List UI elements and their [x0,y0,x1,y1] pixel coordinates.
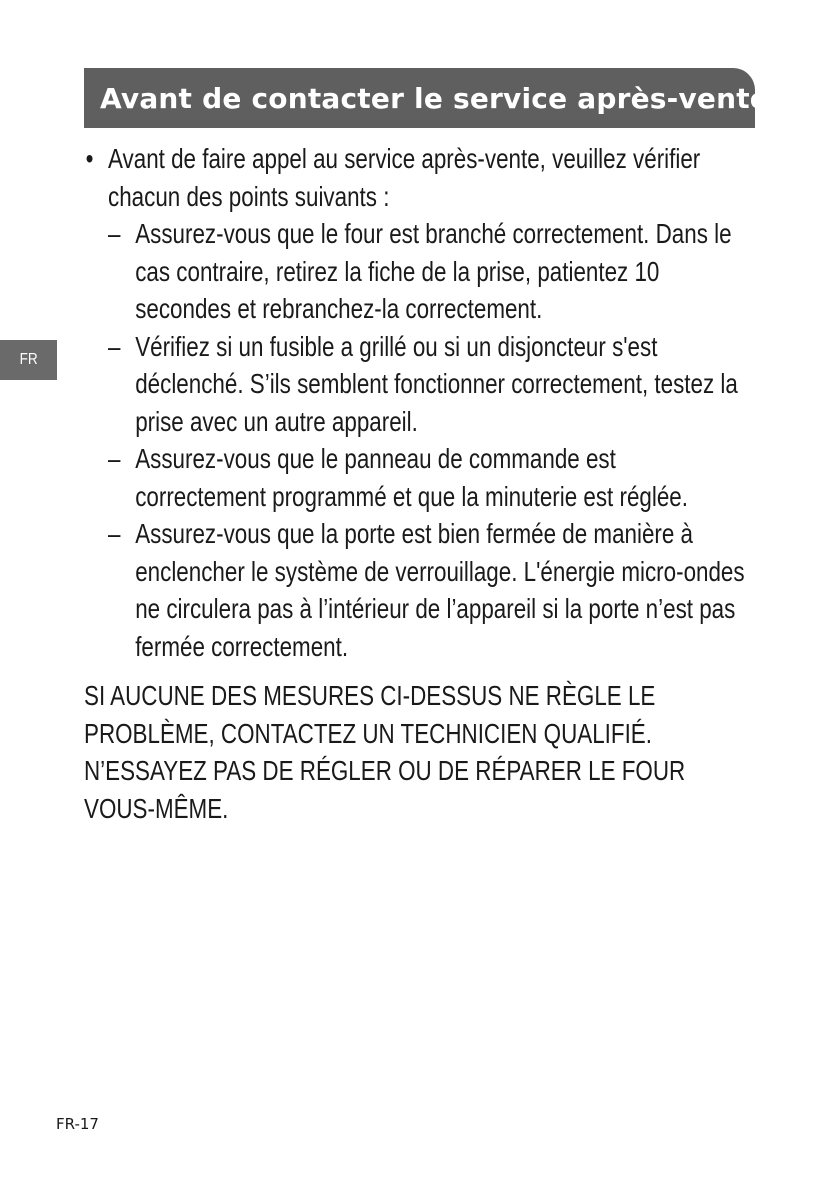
language-tab-label: FR [19,351,38,368]
check-item [108,515,748,665]
main-content [84,140,754,827]
check-item [108,215,748,328]
dash-marker: – [108,518,121,549]
intro-bullet [84,140,748,665]
section-header [84,68,770,128]
text-block [84,140,748,827]
page-number: FR-17 [56,1115,99,1133]
check-item-text: Assurez-vous que la porte est bien fermée de manière à enclencher le système de verrouillage. L'énergie micro-ondes ne circulera pas à l’intérieur de l’appareil si la porte n’est pas fermée correctement. [135,518,745,662]
bullet-marker: • [85,143,94,174]
check-item [108,440,748,515]
section-title: Avant de contacter le service après-vente [100,81,770,115]
check-item-text: Assurez-vous que le panneau de commande est correctement programmé et que la minuterie est réglée. [135,443,688,512]
dash-marker: – [108,218,121,249]
intro-body [108,140,748,665]
check-item-text: Assurez-vous que le four est branché correctement. Dans le cas contraire, retirez la fiche de la prise, patientez 10 secondes et rebranchez-la correctement. [135,218,732,324]
check-item-text: Vérifiez si un fusible a grillé ou si un disjoncteur s'est déclenché. S’ils semblent fonctionner correctement, testez la prise avec un autre appareil. [135,330,738,437]
intro-text: Avant de faire appel au service après-vente, veuillez vérifier chacun des points suivants : [108,143,701,212]
check-item [108,328,748,441]
language-tab [0,340,57,380]
check-list [108,215,748,665]
warning-text: SI AUCUNE DES MESURES CI-DESSUS NE RÈGLE LE PROBLÈME, CONTACTEZ UN TECHNICIEN QUALIFIÉ. N’ESSAYEZ PAS DE RÉGLER OU DE RÉPARER LE FOUR VOUS-MÊME. [84,680,686,824]
dash-marker: – [108,443,121,474]
dash-marker: – [108,330,121,362]
